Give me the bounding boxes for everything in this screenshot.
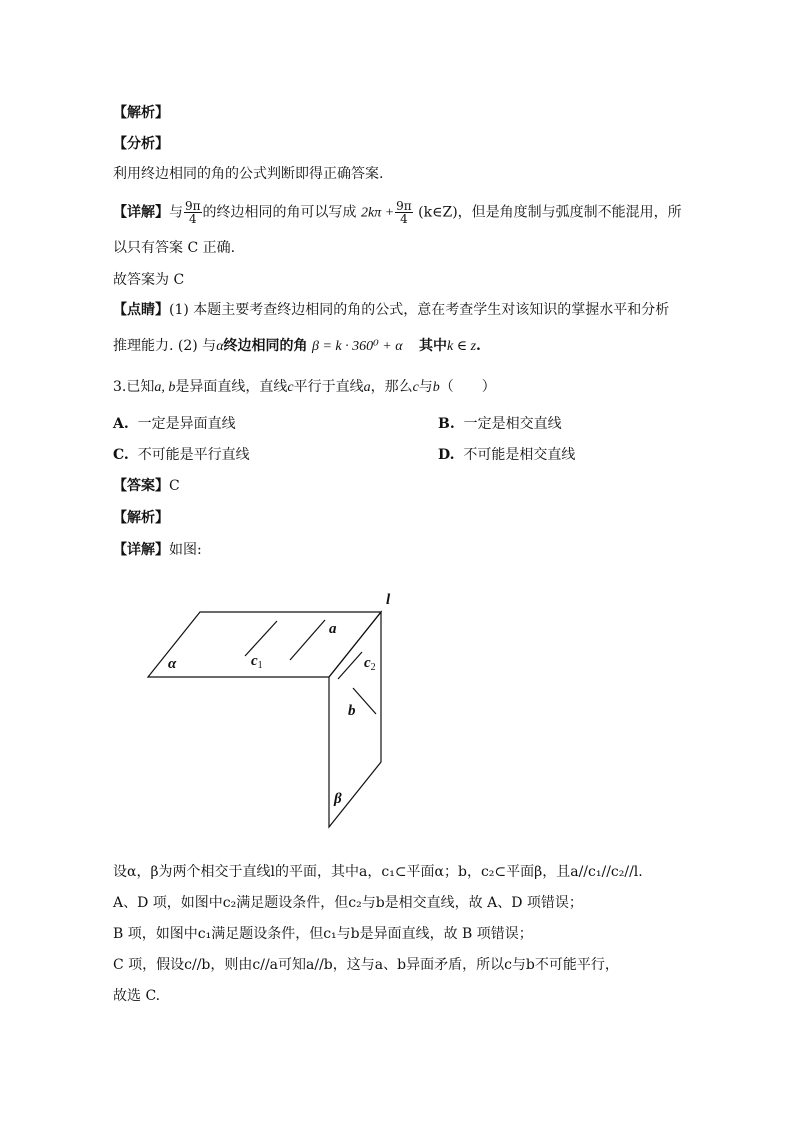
detail-label-2: 【详解】 [113,542,169,558]
label-c1-sub: 1 [257,660,263,671]
label-c1-main: c [251,653,258,669]
line-b [353,688,376,714]
detail-text-1: 与 [169,204,183,221]
q3-a: a [363,380,371,395]
expression-2kpi: 2kπ + [360,205,395,221]
label-beta: β [334,791,342,807]
option-a-text: 一定是异面直线 [137,416,236,432]
q3-text-e: 与 [418,379,433,395]
solution-line-4: C 项，假设c//b，则由c//a可知a//b，这与a、b异面矛盾，所以c与b不可能平行， [113,957,619,973]
q3-c: c [287,380,294,395]
note-text-1: (1) 本题主要考查终边相同的角的公式，意在考查学生对该知识的掌握水平和分析 [169,302,670,318]
q3-text-b: 是异面直线，直线 [175,379,288,395]
solution-line-5: 故选 C. [113,988,161,1004]
q3-b: b [432,380,440,395]
label-l: l [386,592,391,608]
line-c2 [338,652,362,679]
q3-text-c: 平行于直线 [293,379,364,395]
option-d-text: 不可能是相交直线 [463,447,576,463]
analysis-label: 【解析】 [113,510,169,526]
option-c-key: C. [113,447,129,463]
option-b-key: B. [438,416,455,432]
section-label-fenxi: 【分析】 [113,136,169,152]
line-a [290,620,325,660]
line-c1 [245,621,277,656]
fraction-denominator: 4 [400,212,408,226]
option-b-text: 一定是相交直线 [463,416,562,432]
alpha-symbol: α [216,339,224,354]
fraction-numerator: 9π [396,199,412,213]
formula-beta: β = k · 360⁰ + α [312,339,403,354]
plane-alpha [148,612,381,677]
answer-value: C [169,478,180,494]
detail-text-2: 的终边相同的角可以写成 [202,204,357,221]
detail-text-3: (k∈Z)，但是角度制与弧度制不能混用，所 [418,204,682,221]
label-a: a [329,621,337,637]
solution-line-3: B 项，如图中c₁满足题设条件，但c₁与b是异面直线，故 B 项错误； [113,926,533,942]
detail-text: 如图: [169,542,202,558]
label-c2-sub: 2 [370,662,376,673]
note-text-2a: 推理能力. (2) 与 [113,338,217,354]
label-b: b [348,703,356,719]
q3-text-d: ，那么 [370,379,413,395]
answer-line: 故答案为 C [113,272,185,288]
fraction-denominator: 4 [188,212,197,226]
q3-ab: a, b [154,380,176,395]
solution-line-2: A、D 项，如图中c₂满足题设条件，但c₂与b是相交直线，故 A、D 项错误； [113,895,583,911]
note-text-2c: 其中 [419,338,447,354]
label-c1 [251,653,263,671]
solution-line-1: 设α，β为两个相交于直线l的平面，其中a，c₁⊂平面α；b，c₂⊂平面β，且a//c₁//c₂//l. [113,864,643,880]
q3-c2: c [412,380,419,395]
answer-label: 【答案】 [113,478,169,494]
option-c-text: 不可能是平行直线 [137,447,250,463]
section-label-jiexi: 【解析】 [113,105,169,121]
label-alpha: α [168,656,177,672]
note-text-2b: 终边相同的角 [223,338,308,354]
note-label: 【点睛】 [113,302,169,318]
note-period: . [476,338,481,354]
detail-line-2: 以只有答案 C 正确. [113,240,236,256]
fraction-numerator: 9π [185,199,201,213]
option-a-key: A. [113,416,129,432]
label-c2 [364,655,376,673]
k-in-z: k ∈ z [447,339,477,354]
q3-text-a: 3.已知 [113,379,155,395]
analysis-text: 利用终边相同的角的公式判断即得正确答案. [113,166,384,182]
detail-label: 【详解】 [113,204,169,221]
label-c2-main: c [364,655,371,671]
q3-text-f: （ ） [439,379,496,395]
option-d-key: D. [438,447,455,463]
